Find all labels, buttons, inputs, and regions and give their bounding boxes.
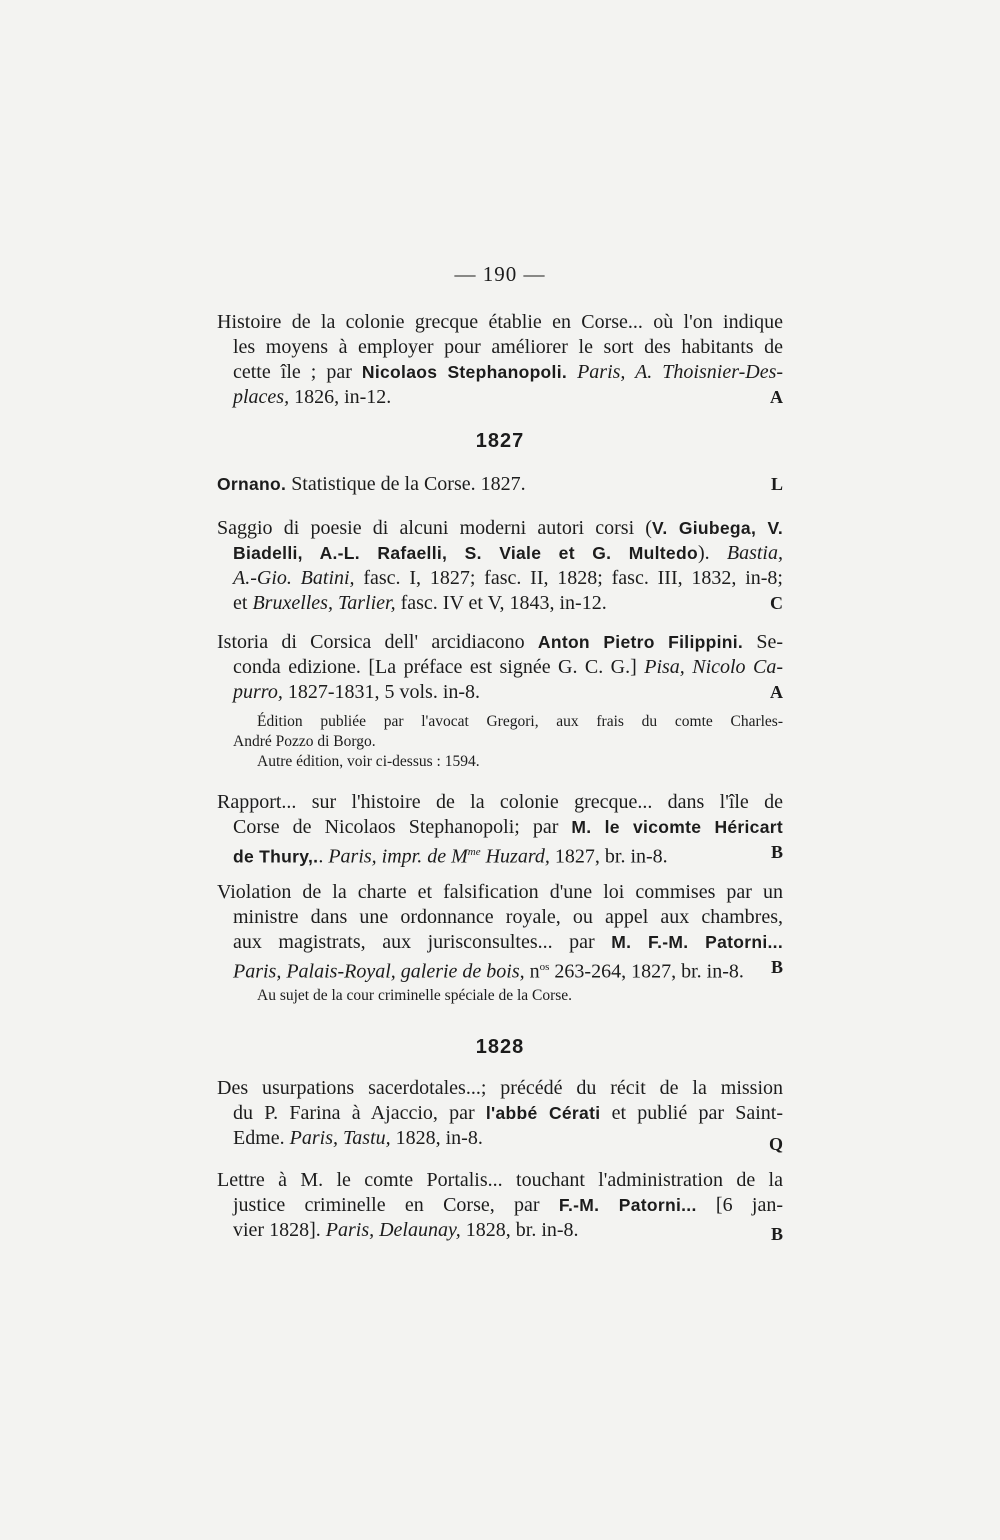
bibliography-entry [217,516,783,616]
entry-line [217,630,783,655]
author-name: de Thury,. [233,846,319,867]
author-name: V. Giubega, V. [651,518,783,538]
entry-line: Rapport... sur l'histoire de la colonie grecque... dans l'île de [217,791,783,813]
entry-line [217,930,783,955]
entry-line [217,385,783,410]
publisher: Bruxelles, Tarlier, [252,592,396,614]
entry-line [217,541,783,566]
entry-line [217,472,783,497]
note-line: Édition publiée par l'avocat Gregori, aux frais du comte Charles- [257,713,783,730]
publisher: places, [233,386,290,408]
author-name: Ornano. [217,474,287,494]
entry-note [217,986,783,1006]
library-code: B [770,957,783,977]
entry-text: et publié par Saint- [600,1102,783,1124]
publisher: Huzard, [480,845,550,868]
entry-text: du P. Farina à Ajaccio, par [233,1102,486,1124]
entry-line [217,955,783,983]
entry-text: Se- [743,631,783,653]
library-code: A [770,682,783,702]
library-code: A [770,387,783,407]
library-code: B [770,1224,783,1244]
publisher: Paris, Tastu, [289,1127,391,1149]
bibliography-entry [217,880,783,983]
entry-text: justice criminelle en Corse, par [233,1194,559,1216]
entry-text: 263-264, 1827, br. in-8. [549,960,744,983]
entry-line: ministre dans une ordonnance royale, ou appel aux chambres, [233,906,783,928]
entry-text: cette île ; par [233,361,362,383]
author-name: F.-M. Patorni... [558,1195,697,1215]
bibliography-entry [217,790,783,868]
entry-text: aux magistrats, aux jurisconsultes... par [233,931,612,953]
entry-text: ). [697,542,727,564]
entry-line [217,655,783,680]
entry-line [217,1126,783,1154]
bibliography-entry [217,472,783,497]
entry-text: conda edizione. [La préface est signée G. C. G.] [233,656,645,678]
publisher: Paris, impr. de M [328,845,468,868]
entry-text: vier 1828]. [233,1219,326,1241]
entry-text: fasc. IV et V, 1843, in-12. [395,592,607,614]
entry-line [217,516,783,541]
author-name: M. le vicomte Héricart [571,817,783,837]
library-code: L [770,474,783,494]
entry-text: . [318,845,329,868]
year-heading: 1827 [475,430,525,452]
author-name: Nicolaos Stephanopoli. [361,362,568,382]
entry-note [217,712,783,772]
entry-line [217,840,783,868]
publisher: Pisa, Nicolo Ca- [644,656,783,678]
publisher: purro, [233,681,283,703]
publisher: Bastia, [726,542,783,564]
year-heading: 1828 [475,1036,525,1058]
author-name: M. F.-M. Patorni... [611,932,783,952]
bibliography-entry [217,1168,783,1243]
entry-line [217,815,783,840]
entry-line: Des usurpations sacerdotales...; précédé du récit de la mission [217,1077,783,1099]
entry-line [217,360,783,385]
entry-line [217,566,783,591]
publisher: Paris, Delaunay, [325,1219,461,1241]
library-code: B [770,842,783,862]
author-name: Anton Pietro Filippini. [537,632,744,652]
entry-text: Corse de Nicolaos Stephanopoli; par [233,816,572,838]
entry-text: Saggio di poesie di alcuni moderni autori corsi ( [217,517,652,539]
publisher: A.-Gio. Batini, [233,567,355,589]
note-line: André Pozzo di Borgo. [233,733,376,750]
entry-text: 1828, in-8. [390,1127,483,1149]
entry-line: Lettre à M. le comte Portalis... touchant l'administration de la [217,1169,783,1191]
entry-text: 1826, in-12. [289,386,392,408]
publisher: Paris, A. Thoisnier-Des- [567,361,783,383]
entry-text: Statistique de la Corse. 1827. [286,473,526,495]
entry-line: les moyens à employer pour améliorer le sort des habitants de [233,336,783,358]
entry-text: 1827-1831, 5 vols. in-8. [282,681,481,703]
page-number: — 190 — [454,262,546,286]
entry-line: Violation de la charte et falsification d'une loi commises par un [217,881,783,903]
entry-text: [6 jan- [696,1194,783,1216]
publisher: Paris, Palais-Royal, galerie de bois, [233,960,525,983]
entry-text: et [233,592,253,614]
author-name: l'abbé Cérati [485,1103,601,1123]
entry-line [217,680,783,705]
entry-text: 1827, br. in-8. [549,845,668,868]
library-code: C [770,593,783,613]
bibliography-entry [217,630,783,705]
entry-text: n [524,960,540,983]
entry-text: fasc. I, 1827; fasc. II, 1828; fasc. III, 1832, in-8; [354,567,783,589]
entry-line [217,591,783,616]
entry-text: Istoria di Corsica dell' arcidiacono [217,631,538,653]
note-line: Au sujet de la cour criminelle spéciale de la Corse. [257,987,573,1004]
entry-text: 1828, br. in-8. [460,1219,579,1241]
superscript: os [539,961,550,973]
entry-text: Edme. [233,1127,290,1149]
bibliography-entry [217,310,783,410]
note-line: Autre édition, voir ci-dessus : 1594. [257,753,480,770]
entry-line [217,1193,783,1218]
author-name: Biadelli, A.-L. Rafaelli, S. Viale et G. Multedo [233,543,698,563]
entry-line: Histoire de la colonie grecque établie en Corse... où l'on indique [217,311,783,333]
bibliography-entry [217,1076,783,1154]
superscript: me [467,846,481,858]
library-code: Q [768,1134,783,1154]
entry-line [217,1218,783,1243]
entry-line [217,1101,783,1126]
